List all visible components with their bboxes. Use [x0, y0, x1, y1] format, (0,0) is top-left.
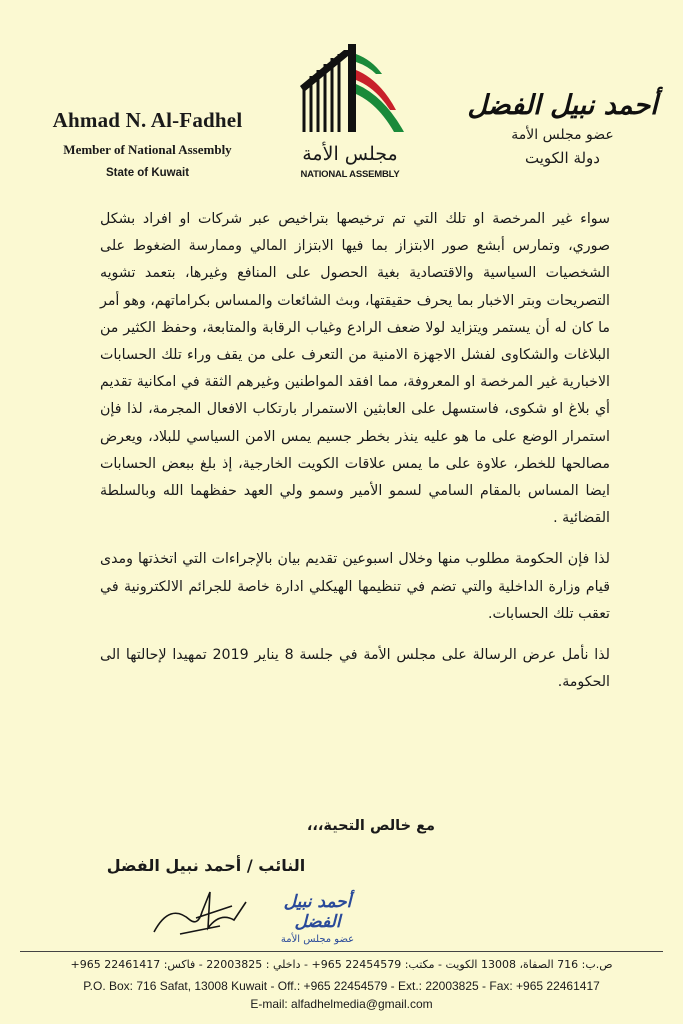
footer-divider [20, 951, 663, 952]
signer-title: النائب / أحمد نبيل الفضل [106, 856, 306, 875]
letter-body [100, 206, 610, 696]
header-english [30, 108, 265, 179]
logo-arabic-text: مجلس الأمة [302, 143, 398, 165]
header-arabic [455, 90, 670, 167]
official-stamp [265, 892, 370, 945]
member-state-ar: دولة الكويت [525, 149, 600, 167]
stamp-name: أحمد نبيل الفضل [283, 892, 352, 932]
member-role-en: Member of National Assembly [63, 142, 232, 157]
logo-english-text: NATIONAL ASSEMBLY [300, 169, 400, 180]
member-state-en: State of Kuwait [105, 167, 190, 179]
member-name-en: Ahmad N. Al-Fadhel [52, 108, 243, 132]
stamp-role: عضو مجلس الأمة [280, 934, 355, 945]
footer-email: E-mail: alfadhelmedia@gmail.com [250, 997, 433, 1011]
handwritten-signature-icon [150, 882, 250, 940]
closing-greeting: مع خالص التحية،،، [306, 818, 435, 834]
assembly-emblem-icon [294, 40, 406, 138]
paragraph-3: لذا نأمل عرض الرسالة على مجلس الأمة في جلسة 8 يناير 2019 تمهيدا لإحالتها الى الحكومة. [100, 647, 610, 691]
paragraph-2: لذا فإن الحكومة مطلوب منها وخلال اسبوعين تقديم بيان بالإجراءات التي اتخذتها ومدى قيام وزارة الداخلية والتي تضم في تنظيمها الهيكلي ادارة خاصة للجرائم الالكترونية في تعقب تلك الحسابات. [100, 551, 610, 622]
footer-english-contact: P.O. Box: 716 Safat, 13008 Kuwait - Off.: +965 22454579 - Ext.: 22003825 - Fax: +965 22461417 [83, 979, 600, 993]
national-assembly-logo [286, 40, 414, 180]
footer-arabic-contact: ص.ب: 716 الصفاة، 13008 الكويت - مكتب: 22454579 965+ - داخلي : 22003825 - فاكس: 22461417 965+ [70, 958, 613, 971]
member-signature-logo: أحمد نبيل الفضل [467, 90, 658, 121]
member-role-ar: عضو مجلس الأمة [511, 127, 614, 143]
paragraph-1: سواء غير المرخصة او تلك التي تم ترخيصها بتراخيص عبر شركات او افراد بشكل صوري، وتمارس أبشع صور الابتزاز بما فيها الابتزاز المالي وممارسة الضغوط على الشخصيات السياسية والاقتصادية بغية الحصول على المنافع وغيرها، بتعمد تشويه التصريحات وبتر الاخبار بما يحرف حقيقتها، وبث الشائعات والمساس بكراماتهم، وهو أمر ما كان له أن يستمر ويتزايد لولا ضعف الرادع وغياب الرقابة والمتابعة، وحفظ الكثير من البلاغات والشكاوى لفشل الاجهزة الامنية من التعرف على من يقف وراء تلك الحسابات الاخبارية غير المرخصة او المعروفة، مما افقد المواطنين وغيرهم الثقة في امكانية تقديم أي بلاغ او شكوى، فاستسهل على العابثين الاستمرار بارتكاب الافعال المجرمة، لذا فإن استمرار الوضع على ما هو عليه ينذر بخطر جسيم يمس الامن السياسي للبلاد، ويعرض مصالحها للخطر، علاوة على ما يمس علاقات الكويت الخارجية، إذ بلغ ببعض الحسابات ايضا المساس بالمقام السامي لسمو الأمير وسمو ولي العهد حفظهما الله وبالسلطة القضائية . [100, 211, 610, 527]
